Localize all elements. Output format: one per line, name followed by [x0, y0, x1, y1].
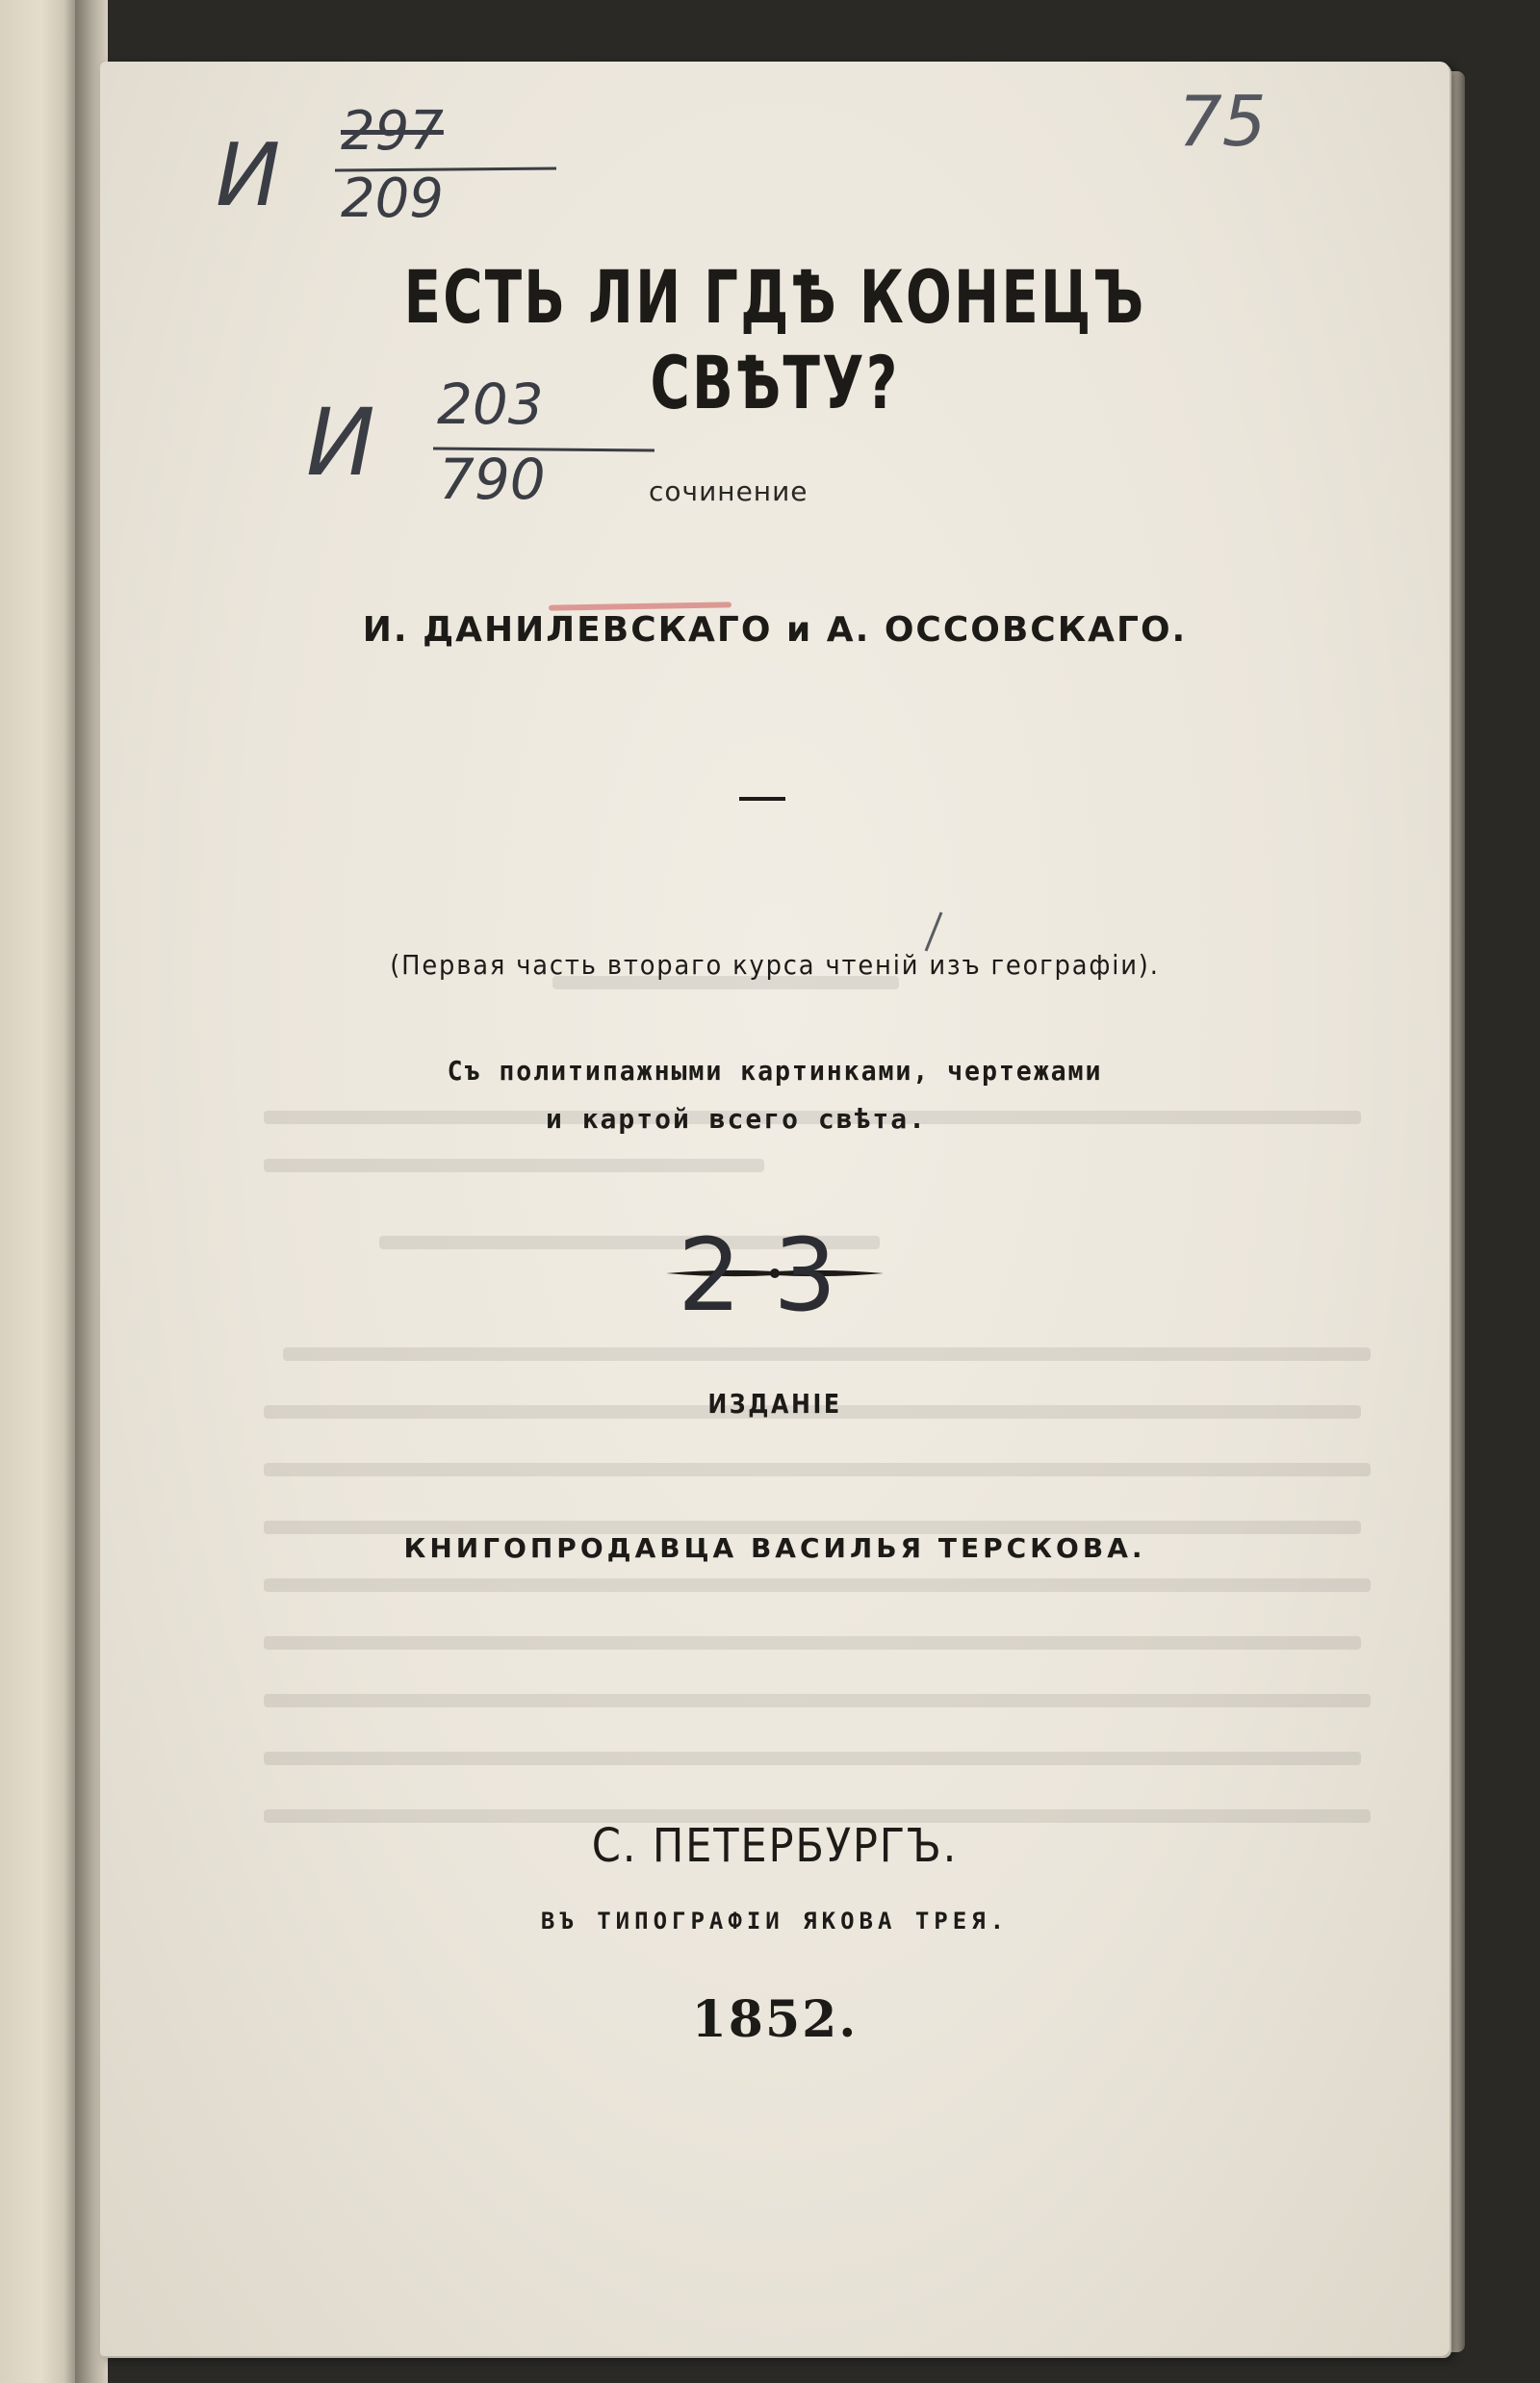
handwritten-shelf-letter-top: И	[216, 125, 281, 226]
handwritten-shelf-number-crossed: 297	[341, 100, 444, 163]
printer-line: ВЪ ТИПОГРАФІИ ЯКОВА ТРЕЯ.	[540, 1908, 1010, 1935]
handwritten-shelf-letter-mid: И	[306, 389, 375, 497]
publication-year: 1852.	[691, 1990, 859, 2049]
imprint-city: С. ПЕТЕРБУРГЪ.	[591, 1819, 959, 1873]
handwritten-inventory-number: 203	[437, 372, 544, 437]
separator-dash	[739, 797, 785, 801]
handwritten-large-number: 2 3	[678, 1217, 837, 1334]
illustrations-line-1: Съ политипажными картинками, чертежами	[447, 1055, 1103, 1087]
authors-line: И. ДАНИЛЕВСКАГО и А. ОССОВСКАГО.	[362, 610, 1188, 650]
edition-label: ИЗДАНІЕ	[707, 1388, 842, 1420]
illustrations-line-2: и картой всего свѣта.	[545, 1103, 927, 1135]
book-title: ЕСТЬ ЛИ ГДѢ КОНЕЦЪ СВѢТУ?	[403, 254, 1146, 425]
title-page	[100, 62, 1450, 2356]
publisher-line: КНИГОПРОДАВЦА ВАСИЛЬЯ ТЕРСКОВА.	[403, 1532, 1146, 1564]
handwritten-shelf-number-denominator: 209	[341, 167, 444, 230]
facing-page-edge	[0, 0, 75, 2383]
handwritten-corner-mark: 75	[1178, 81, 1267, 162]
course-note: (Первая часть втораго курса чтеній изъ географіи).	[390, 949, 1160, 981]
work-type-label: сочинение	[649, 475, 808, 507]
handwritten-inventory-denominator: 790	[439, 447, 546, 512]
